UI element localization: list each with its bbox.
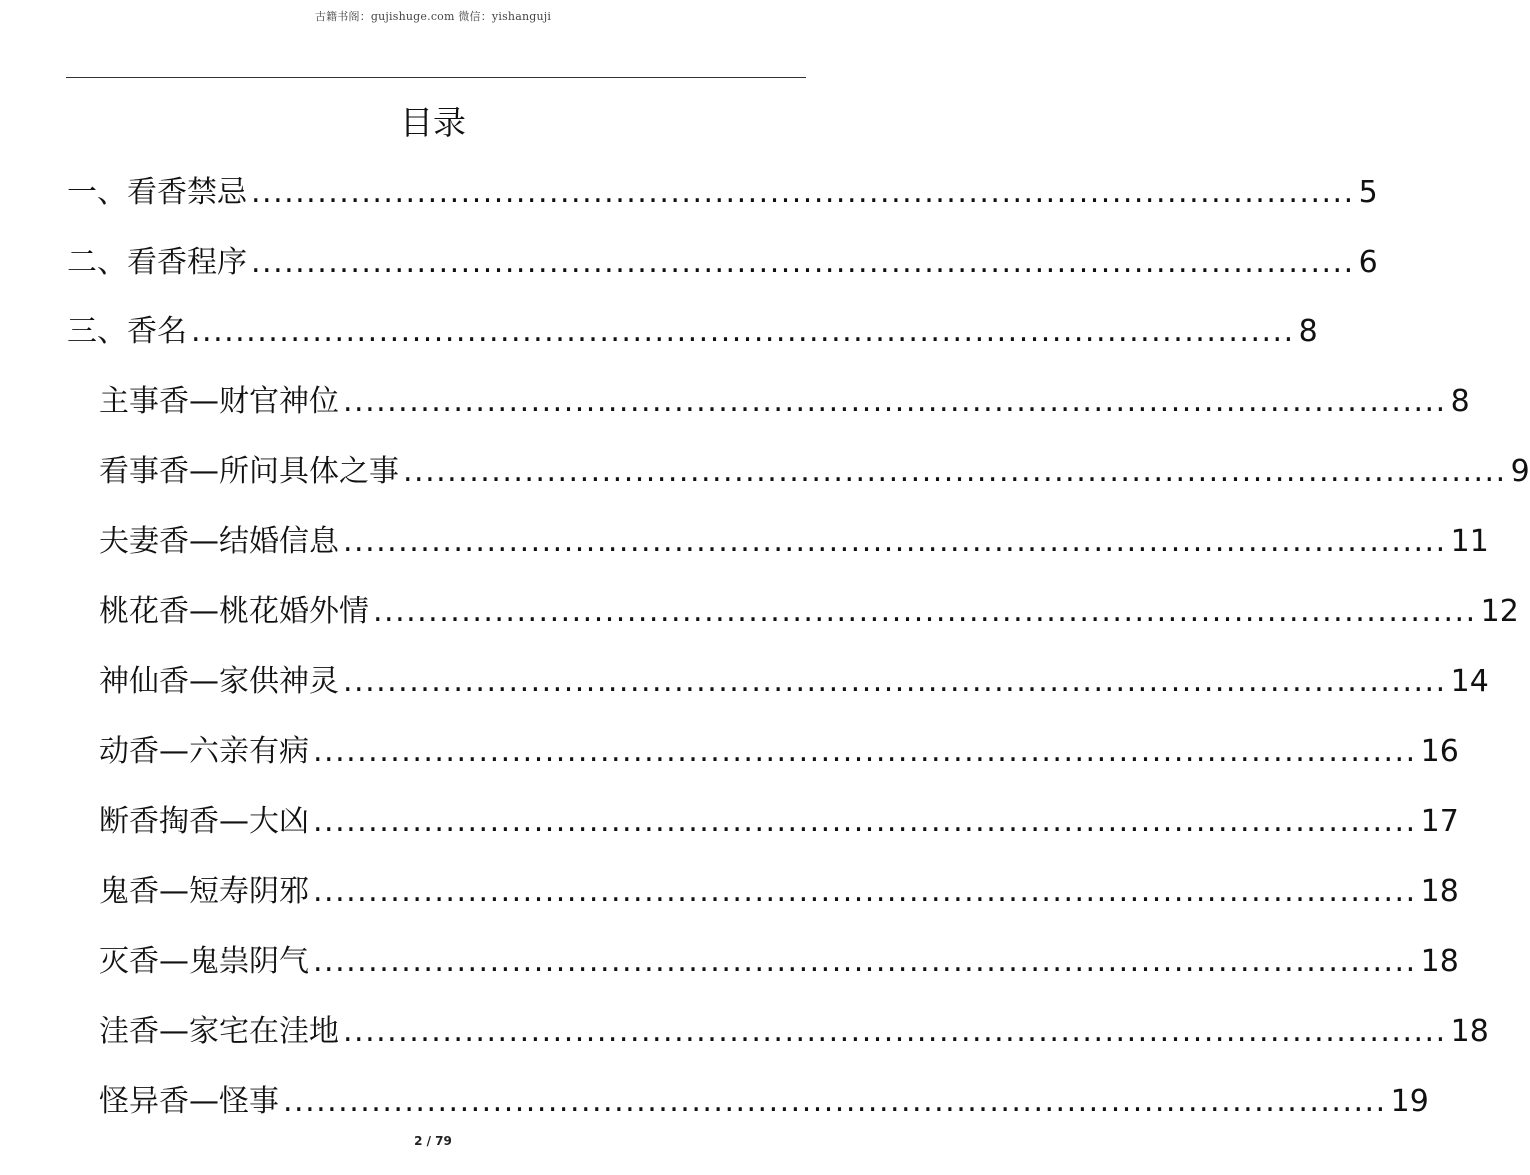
toc-entry-title: 一、看香禁忌 — [67, 175, 247, 210]
toc-entry[interactable] — [99, 730, 1459, 774]
toc-entry-title: 主事香—财官神位 — [99, 384, 339, 419]
toc-entry-page: 12 — [1480, 594, 1519, 629]
toc-entry-title: 夫妻香—结婚信息 — [99, 524, 339, 559]
toc-leader-dots: .................................................................................................... — [343, 384, 1447, 419]
toc-leader-dots: .................................................................................................... — [251, 175, 1355, 210]
toc-entry-page: 18 — [1450, 1014, 1489, 1049]
toc-entry-title: 二、看香程序 — [67, 245, 247, 280]
toc-entry[interactable] — [99, 940, 1459, 984]
toc-entry[interactable] — [99, 450, 1530, 494]
toc-entry[interactable] — [99, 520, 1489, 564]
toc-leader-dots: .................................................................................................... — [343, 524, 1447, 559]
toc-leader-dots: .................................................................................................... — [313, 804, 1417, 839]
toc-entry-page: 8 — [1298, 314, 1318, 349]
toc-entry-title: 神仙香—家供神灵 — [99, 664, 339, 699]
toc-entry-title: 看事香—所问具体之事 — [99, 454, 399, 489]
toc-entry-page: 16 — [1420, 734, 1459, 769]
toc-entry-title: 怪异香—怪事 — [99, 1084, 279, 1119]
toc-entry-page: 14 — [1450, 664, 1489, 699]
toc-leader-dots: .................................................................................................... — [313, 944, 1417, 979]
toc-entry-title: 动香—六亲有病 — [99, 734, 309, 769]
toc-entry[interactable] — [99, 800, 1459, 844]
toc-entry-page: 11 — [1450, 524, 1489, 559]
page-header: 古籍书阁：gujishuge.com 微信：yishanguji — [314, 10, 552, 23]
toc-entry[interactable] — [99, 660, 1489, 704]
toc-entry[interactable] — [67, 310, 1318, 354]
toc-leader-dots: .................................................................................................... — [343, 664, 1447, 699]
toc-entry[interactable] — [99, 1010, 1489, 1054]
toc-entry-page: 6 — [1358, 245, 1378, 280]
toc-entry[interactable] — [99, 590, 1519, 634]
toc-leader-dots: .................................................................................................... — [343, 1014, 1447, 1049]
toc-leader-dots: .................................................................................................... — [403, 454, 1507, 489]
toc-entry-page: 19 — [1390, 1084, 1429, 1119]
toc-leader-dots: .................................................................................................... — [313, 874, 1417, 909]
page-number: 2 / 79 — [414, 1134, 452, 1148]
toc-entry[interactable] — [99, 1080, 1429, 1124]
toc-entry-page: 17 — [1420, 804, 1459, 839]
toc-entry-page: 18 — [1420, 944, 1459, 979]
toc-entry[interactable] — [67, 241, 1378, 285]
toc-entry-title: 鬼香—短寿阴邪 — [99, 874, 309, 909]
toc-entry[interactable] — [67, 171, 1378, 215]
toc-entry-page: 9 — [1510, 454, 1530, 489]
toc-leader-dots: .................................................................................................... — [251, 245, 1355, 280]
toc-entry-title: 三、香名 — [67, 314, 187, 349]
toc-leader-dots: .................................................................................................... — [313, 734, 1417, 769]
toc-entry[interactable] — [99, 380, 1470, 424]
toc-entry-page: 5 — [1358, 175, 1378, 210]
toc-entry[interactable] — [99, 870, 1459, 914]
toc-entry-title: 断香掏香—大凶 — [99, 804, 309, 839]
toc-leader-dots: .................................................................................................... — [373, 594, 1477, 629]
toc-entry-title: 洼香—家宅在洼地 — [99, 1014, 339, 1049]
toc-title: 目录 — [400, 103, 466, 142]
toc-leader-dots: .................................................................................................... — [283, 1084, 1387, 1119]
toc-entry-title: 桃花香—桃花婚外情 — [99, 594, 369, 629]
toc-entry-page: 18 — [1420, 874, 1459, 909]
toc-entry-page: 8 — [1450, 384, 1470, 419]
toc-entry-title: 灭香—鬼祟阴气 — [99, 944, 309, 979]
toc-leader-dots: .................................................................................................... — [191, 314, 1295, 349]
